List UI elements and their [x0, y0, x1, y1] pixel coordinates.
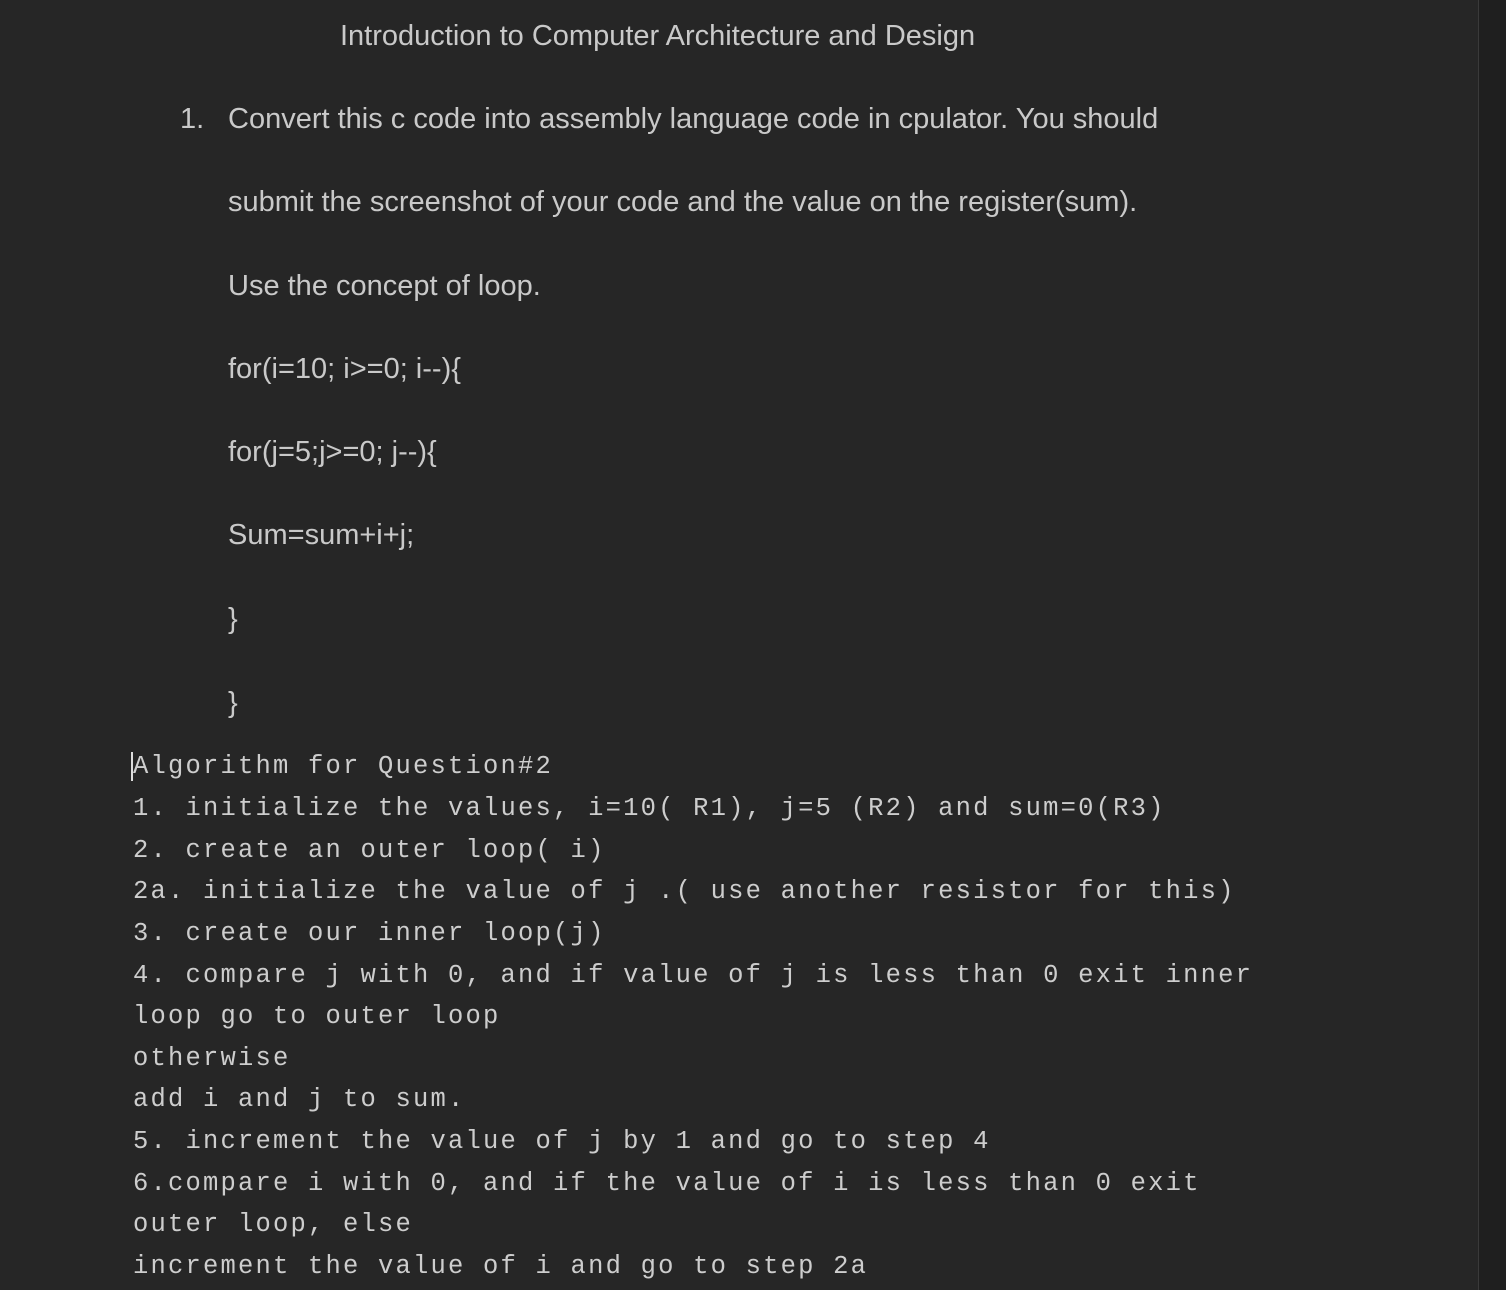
algorithm-line: 1. initialize the values, i=10( R1), j=5 (R2) and sum=0(R3): [133, 794, 1166, 823]
algorithm-line: outer loop, else: [133, 1210, 414, 1239]
algorithm-line: 2a. initialize the value of j .( use another resistor for this): [133, 877, 1236, 906]
algorithm-line: add i and j to sum.: [133, 1085, 466, 1114]
question-line-2: submit the screenshot of your code and the value on the register(sum).: [228, 186, 1138, 218]
algorithm-line: otherwise: [133, 1044, 291, 1073]
question-line-1: Convert this c code into assembly language code in cpulator. You should: [228, 103, 1159, 135]
algorithm-line: increment the value of i and go to step 2a: [133, 1252, 869, 1281]
algorithm-line: 3. create our inner loop(j): [133, 919, 606, 948]
algorithm-line: 2. create an outer loop( i): [133, 836, 606, 865]
algorithm-line: 4. compare j with 0, and if value of j is less than 0 exit inner: [133, 961, 1254, 990]
question-line-3: Use the concept of loop.: [228, 270, 541, 302]
question-number: 1.: [180, 103, 205, 135]
code-line-outer-close-brace: }: [228, 687, 238, 719]
code-line-outer-for: for(i=10; i>=0; i--){: [228, 353, 461, 385]
algorithm-line: loop go to outer loop: [133, 1002, 501, 1031]
vertical-scrollbar-track[interactable]: [1479, 0, 1506, 1290]
code-line-sum: Sum=sum+i+j;: [228, 519, 415, 551]
algorithm-heading: Algorithm for Question#2: [133, 752, 554, 781]
code-line-inner-for: for(j=5;j>=0; j--){: [228, 436, 437, 468]
document-title: Introduction to Computer Architecture and Design: [340, 20, 976, 52]
algorithm-line: 5. increment the value of j by 1 and go to step 4: [133, 1127, 991, 1156]
algorithm-line: 6.compare i with 0, and if the value of i is less than 0 exit: [133, 1169, 1201, 1198]
code-line-inner-close-brace: }: [228, 603, 238, 635]
